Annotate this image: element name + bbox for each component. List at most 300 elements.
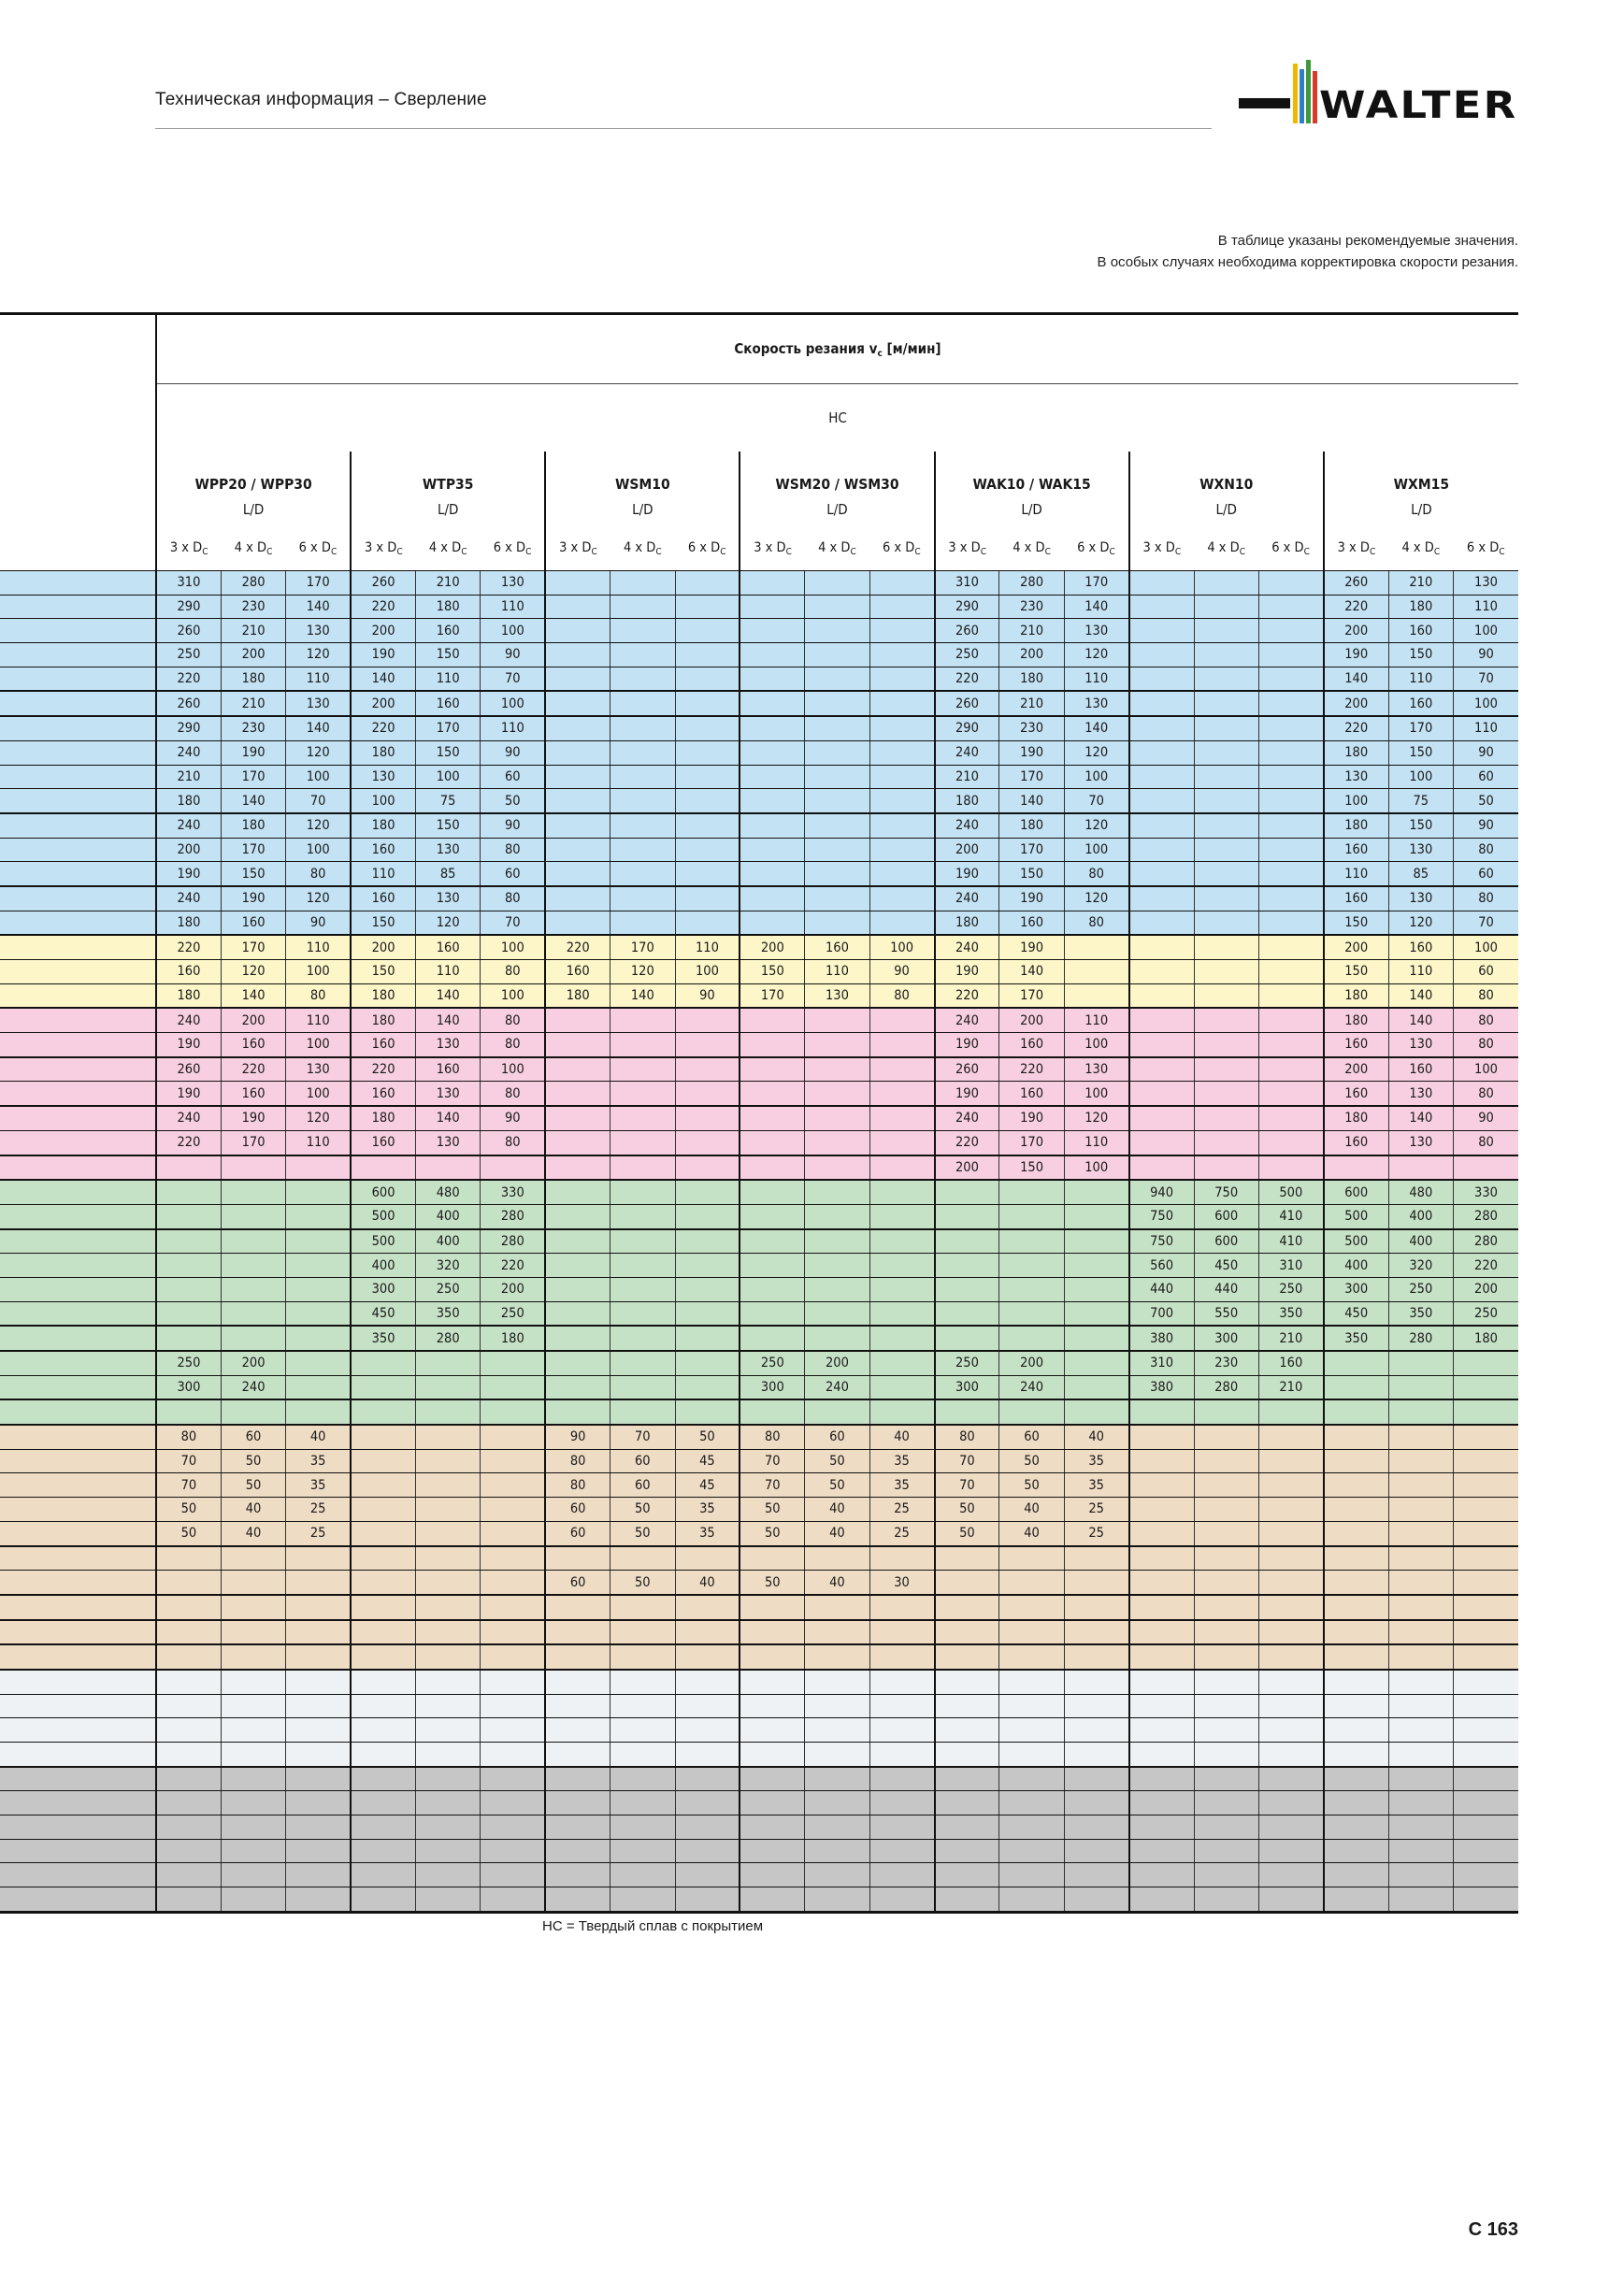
speed-cell: 220 bbox=[351, 716, 415, 740]
speed-cell bbox=[1258, 1130, 1323, 1155]
speed-cell: 190 bbox=[935, 1033, 999, 1057]
speed-cell bbox=[1454, 1620, 1519, 1645]
dc-ratio-header bbox=[481, 526, 545, 571]
speed-cell bbox=[1258, 813, 1323, 838]
speed-cell: 250 bbox=[156, 643, 221, 667]
table-row bbox=[0, 1155, 1518, 1181]
speed-cell: 35 bbox=[1064, 1449, 1128, 1473]
speed-cell: 300 bbox=[156, 1375, 221, 1399]
speed-cell: 50 bbox=[935, 1498, 999, 1522]
speed-cell: 170 bbox=[416, 716, 481, 740]
speed-cell bbox=[1258, 1670, 1323, 1694]
dc-ratio-text: 4 x D bbox=[1401, 539, 1434, 555]
speed-cell: 60 bbox=[221, 1425, 285, 1449]
speed-cell: 100 bbox=[1064, 1155, 1128, 1181]
speed-cell bbox=[286, 1375, 351, 1399]
speed-cell bbox=[869, 1301, 934, 1326]
speed-cell bbox=[416, 1375, 481, 1399]
table-row bbox=[0, 1718, 1518, 1743]
speed-cell bbox=[935, 1277, 999, 1301]
speed-cell: 240 bbox=[805, 1375, 869, 1399]
speed-cell: 210 bbox=[156, 765, 221, 789]
speed-cell: 180 bbox=[351, 1008, 415, 1032]
speed-cell bbox=[416, 1620, 481, 1645]
speed-cell bbox=[1258, 1498, 1323, 1522]
speed-cell: 160 bbox=[351, 838, 415, 862]
speed-cell: 200 bbox=[221, 643, 285, 667]
speed-cell bbox=[805, 838, 869, 862]
speed-cell bbox=[610, 1180, 675, 1204]
speed-cell bbox=[1194, 862, 1258, 886]
speed-cell bbox=[416, 1595, 481, 1620]
speed-cell bbox=[481, 1620, 545, 1645]
speed-cell bbox=[416, 1767, 481, 1791]
speed-cell: 400 bbox=[1324, 1254, 1388, 1278]
table-row bbox=[0, 1498, 1518, 1522]
speed-cell: 140 bbox=[610, 983, 675, 1008]
speed-cell bbox=[545, 765, 610, 789]
speed-cell bbox=[156, 1839, 221, 1863]
table-row bbox=[0, 1863, 1518, 1887]
speed-cell bbox=[481, 1351, 545, 1375]
material-cell bbox=[0, 1815, 156, 1840]
speed-cell bbox=[221, 1546, 285, 1571]
speed-cell: 70 bbox=[935, 1449, 999, 1473]
speed-cell bbox=[675, 886, 740, 911]
speed-cell: 180 bbox=[1324, 1106, 1388, 1130]
speed-cell bbox=[416, 1670, 481, 1694]
ld-label: L/D bbox=[351, 493, 545, 526]
speed-cell bbox=[675, 1620, 740, 1645]
speed-cell: 190 bbox=[221, 740, 285, 765]
speed-cell: 290 bbox=[935, 716, 999, 740]
speed-cell: 210 bbox=[935, 765, 999, 789]
speed-cell bbox=[1258, 595, 1323, 619]
speed-cell bbox=[286, 1694, 351, 1718]
speed-cell bbox=[481, 1521, 545, 1545]
speed-cell: 400 bbox=[416, 1229, 481, 1254]
speed-cell bbox=[610, 1155, 675, 1181]
speed-cell bbox=[156, 1546, 221, 1571]
speed-cell: 100 bbox=[1454, 691, 1519, 716]
dc-ratio-header bbox=[935, 526, 999, 571]
speed-cell bbox=[1064, 1620, 1128, 1645]
speed-cell bbox=[545, 862, 610, 886]
table-row bbox=[0, 1521, 1518, 1545]
speed-cell bbox=[156, 1767, 221, 1791]
speed-cell: 50 bbox=[935, 1521, 999, 1545]
speed-cell: 600 bbox=[351, 1180, 415, 1204]
material-cell bbox=[0, 983, 156, 1008]
speed-cell: 90 bbox=[1454, 643, 1519, 667]
dc-ratio-text: 4 x D bbox=[234, 539, 267, 555]
speed-cell bbox=[869, 789, 934, 813]
material-cell bbox=[0, 1767, 156, 1791]
speed-cell bbox=[545, 595, 610, 619]
speed-cell bbox=[1194, 643, 1258, 667]
speed-cell bbox=[1258, 1887, 1323, 1913]
speed-cell bbox=[610, 1351, 675, 1375]
speed-cell bbox=[1388, 1887, 1453, 1913]
speed-cell bbox=[221, 1815, 285, 1840]
speed-cell bbox=[545, 643, 610, 667]
table-row bbox=[0, 1375, 1518, 1399]
material-cell bbox=[0, 1425, 156, 1449]
speed-cell: 70 bbox=[740, 1473, 804, 1498]
speed-cell bbox=[740, 1180, 804, 1204]
speed-cell bbox=[740, 862, 804, 886]
speed-cell bbox=[869, 1863, 934, 1887]
speed-cell: 120 bbox=[221, 960, 285, 984]
speed-cell: 100 bbox=[675, 960, 740, 984]
speed-cell: 160 bbox=[999, 1082, 1064, 1106]
speed-cell bbox=[675, 1254, 740, 1278]
material-cell bbox=[0, 1571, 156, 1595]
speed-cell bbox=[1388, 1375, 1453, 1399]
speed-cell: 80 bbox=[740, 1425, 804, 1449]
speed-cell: 290 bbox=[156, 716, 221, 740]
dc-ratio-subscript: C bbox=[1303, 546, 1310, 557]
speed-cell bbox=[156, 1155, 221, 1181]
speed-cell: 70 bbox=[156, 1449, 221, 1473]
speed-cell: 140 bbox=[286, 716, 351, 740]
speed-cell: 750 bbox=[1129, 1204, 1194, 1228]
speed-cell bbox=[1194, 886, 1258, 911]
table-row bbox=[0, 886, 1518, 911]
speed-cell bbox=[999, 1229, 1064, 1254]
speed-cell: 120 bbox=[610, 960, 675, 984]
speed-cell: 140 bbox=[1388, 1106, 1453, 1130]
speed-cell bbox=[869, 1277, 934, 1301]
speed-cell: 130 bbox=[1388, 1082, 1453, 1106]
speed-cell: 80 bbox=[545, 1449, 610, 1473]
speed-cell: 80 bbox=[481, 1082, 545, 1106]
dc-ratio-header bbox=[740, 526, 804, 571]
speed-cell bbox=[545, 1082, 610, 1106]
speed-cell: 60 bbox=[481, 862, 545, 886]
speed-cell bbox=[1129, 813, 1194, 838]
speed-cell: 220 bbox=[1454, 1254, 1519, 1278]
speed-cell: 400 bbox=[1388, 1204, 1453, 1228]
speed-cell bbox=[1129, 983, 1194, 1008]
material-cell bbox=[0, 789, 156, 813]
speed-cell: 180 bbox=[416, 595, 481, 619]
speed-cell bbox=[545, 740, 610, 765]
speed-cell bbox=[1129, 1887, 1194, 1913]
speed-cell bbox=[610, 1082, 675, 1106]
speed-cell bbox=[935, 1743, 999, 1767]
speed-cell bbox=[481, 1839, 545, 1863]
speed-cell bbox=[740, 1815, 804, 1840]
speed-cell bbox=[1194, 1082, 1258, 1106]
speed-cell: 50 bbox=[610, 1521, 675, 1545]
dc-ratio-subscript: C bbox=[461, 546, 467, 557]
speed-cell: 280 bbox=[1454, 1204, 1519, 1228]
speed-cell: 280 bbox=[999, 571, 1064, 596]
speed-cell bbox=[740, 1008, 804, 1032]
speed-cell: 110 bbox=[416, 667, 481, 691]
speed-cell: 50 bbox=[481, 789, 545, 813]
dc-ratio-subscript: C bbox=[850, 546, 856, 557]
speed-cell bbox=[1324, 1718, 1388, 1743]
blank-cell bbox=[0, 384, 156, 452]
speed-cell: 140 bbox=[1064, 716, 1128, 740]
speed-cell bbox=[935, 1670, 999, 1694]
speed-cell bbox=[1129, 1595, 1194, 1620]
speed-cell bbox=[481, 1449, 545, 1473]
speed-cell bbox=[1258, 1399, 1323, 1425]
speed-cell: 190 bbox=[935, 1082, 999, 1106]
speed-cell bbox=[1324, 1791, 1388, 1815]
speed-cell: 60 bbox=[481, 765, 545, 789]
speed-cell: 200 bbox=[935, 1155, 999, 1181]
table-row bbox=[0, 1399, 1518, 1425]
speed-header bbox=[156, 314, 1518, 384]
speed-cell: 110 bbox=[1064, 1008, 1128, 1032]
speed-cell bbox=[1258, 983, 1323, 1008]
speed-cell: 180 bbox=[1454, 1326, 1519, 1351]
speed-cell: 140 bbox=[416, 1008, 481, 1032]
speed-cell bbox=[1129, 911, 1194, 935]
speed-cell: 80 bbox=[481, 1033, 545, 1057]
speed-cell bbox=[869, 1546, 934, 1571]
material-cell bbox=[0, 1718, 156, 1743]
speed-cell: 100 bbox=[286, 765, 351, 789]
speed-cell: 110 bbox=[286, 667, 351, 691]
speed-cell: 300 bbox=[740, 1375, 804, 1399]
speed-cell bbox=[740, 838, 804, 862]
speed-cell bbox=[1258, 1620, 1323, 1645]
speed-cell: 70 bbox=[1454, 911, 1519, 935]
speed-cell: 40 bbox=[999, 1498, 1064, 1522]
dc-ratio-text: 6 x D bbox=[882, 539, 915, 555]
speed-cell bbox=[999, 1204, 1064, 1228]
speed-cell: 200 bbox=[1324, 935, 1388, 959]
dc-ratio-text: 3 x D bbox=[169, 539, 203, 555]
speed-cell bbox=[286, 1815, 351, 1840]
speed-cell bbox=[221, 1743, 285, 1767]
speed-cell bbox=[1388, 1399, 1453, 1425]
speed-cell: 450 bbox=[351, 1301, 415, 1326]
speed-cell bbox=[351, 1498, 415, 1522]
speed-cell bbox=[545, 886, 610, 911]
speed-cell bbox=[1194, 983, 1258, 1008]
table-row bbox=[0, 595, 1518, 619]
speed-cell bbox=[1064, 1375, 1128, 1399]
speed-cell bbox=[221, 1301, 285, 1326]
speed-cell bbox=[481, 1718, 545, 1743]
speed-cell bbox=[1454, 1546, 1519, 1571]
speed-cell bbox=[545, 1155, 610, 1181]
speed-cell bbox=[545, 716, 610, 740]
speed-cell: 140 bbox=[1388, 983, 1453, 1008]
speed-cell bbox=[1129, 595, 1194, 619]
speed-cell: 130 bbox=[1064, 1057, 1128, 1082]
speed-cell bbox=[675, 1546, 740, 1571]
speed-cell bbox=[1194, 765, 1258, 789]
speed-cell bbox=[1194, 571, 1258, 596]
speed-cell bbox=[545, 789, 610, 813]
speed-cell bbox=[740, 643, 804, 667]
speed-cell bbox=[935, 1791, 999, 1815]
speed-cell: 280 bbox=[481, 1229, 545, 1254]
speed-cell bbox=[1258, 1546, 1323, 1571]
speed-cell bbox=[156, 1815, 221, 1840]
speed-header-subscript: c bbox=[877, 348, 883, 359]
speed-cell bbox=[869, 740, 934, 765]
speed-cell: 210 bbox=[999, 619, 1064, 643]
speed-cell bbox=[869, 1767, 934, 1791]
speed-cell bbox=[481, 1155, 545, 1181]
speed-cell bbox=[481, 1815, 545, 1840]
speed-cell bbox=[1388, 1155, 1453, 1181]
speed-cell bbox=[351, 1473, 415, 1498]
speed-cell: 90 bbox=[481, 1106, 545, 1130]
speed-cell bbox=[545, 619, 610, 643]
speed-cell: 210 bbox=[221, 619, 285, 643]
speed-cell bbox=[675, 1767, 740, 1791]
speed-cell bbox=[805, 1767, 869, 1791]
speed-cell bbox=[545, 1620, 610, 1645]
dc-ratio-header bbox=[610, 526, 675, 571]
speed-cell bbox=[1064, 1595, 1128, 1620]
info-note-line-2: В особых случаях необходима корректировка скорости резания. bbox=[1097, 254, 1518, 270]
speed-cell bbox=[1129, 1620, 1194, 1645]
speed-cell: 80 bbox=[481, 886, 545, 911]
speed-cell: 110 bbox=[416, 960, 481, 984]
speed-cell bbox=[805, 1204, 869, 1228]
dc-ratio-header bbox=[545, 526, 610, 571]
speed-cell: 130 bbox=[286, 619, 351, 643]
speed-cell bbox=[351, 1863, 415, 1887]
speed-cell bbox=[869, 1399, 934, 1425]
speed-cell bbox=[1064, 1670, 1128, 1694]
speed-cell: 100 bbox=[1064, 1082, 1128, 1106]
speed-cell bbox=[416, 1546, 481, 1571]
speed-cell bbox=[1129, 765, 1194, 789]
speed-cell bbox=[675, 1301, 740, 1326]
logo-stripe-yellow bbox=[1293, 64, 1298, 123]
speed-cell: 80 bbox=[481, 838, 545, 862]
speed-cell bbox=[610, 1863, 675, 1887]
speed-cell: 170 bbox=[221, 765, 285, 789]
speed-cell bbox=[805, 1815, 869, 1840]
speed-cell: 40 bbox=[221, 1498, 285, 1522]
speed-cell: 100 bbox=[1454, 935, 1519, 959]
speed-cell: 210 bbox=[1258, 1375, 1323, 1399]
speed-cell bbox=[351, 1521, 415, 1545]
speed-cell bbox=[1258, 716, 1323, 740]
dc-ratio-header bbox=[805, 526, 869, 571]
speed-cell: 70 bbox=[610, 1425, 675, 1449]
table-row bbox=[0, 667, 1518, 691]
speed-cell: 180 bbox=[351, 740, 415, 765]
speed-cell bbox=[545, 1301, 610, 1326]
speed-cell: 70 bbox=[481, 911, 545, 935]
speed-cell bbox=[1258, 1082, 1323, 1106]
speed-cell bbox=[869, 1326, 934, 1351]
table-row bbox=[0, 1204, 1518, 1228]
speed-cell: 260 bbox=[1324, 571, 1388, 596]
speed-cell: 160 bbox=[416, 1057, 481, 1082]
speed-cell: 410 bbox=[1258, 1204, 1323, 1228]
speed-cell: 190 bbox=[156, 1033, 221, 1057]
speed-cell bbox=[935, 1301, 999, 1326]
speed-cell bbox=[416, 1425, 481, 1449]
speed-cell bbox=[869, 1008, 934, 1032]
speed-cell bbox=[545, 1743, 610, 1767]
speed-cell: 210 bbox=[1388, 571, 1453, 596]
speed-cell bbox=[481, 1571, 545, 1595]
table-row bbox=[0, 935, 1518, 959]
speed-cell: 410 bbox=[1258, 1229, 1323, 1254]
speed-cell bbox=[1194, 1595, 1258, 1620]
speed-cell: 220 bbox=[545, 935, 610, 959]
speed-cell bbox=[545, 1033, 610, 1057]
grade-header: WXN10 bbox=[1129, 452, 1324, 493]
speed-cell bbox=[869, 1082, 934, 1106]
speed-cell bbox=[156, 1791, 221, 1815]
speed-cell: 140 bbox=[221, 789, 285, 813]
table-row bbox=[0, 1767, 1518, 1791]
speed-cell bbox=[1388, 1546, 1453, 1571]
speed-cell: 150 bbox=[351, 960, 415, 984]
speed-cell bbox=[675, 1106, 740, 1130]
speed-cell bbox=[1324, 1743, 1388, 1767]
speed-cell bbox=[740, 1718, 804, 1743]
speed-cell bbox=[1064, 1351, 1128, 1375]
speed-cell: 50 bbox=[610, 1498, 675, 1522]
table-row bbox=[0, 1620, 1518, 1645]
speed-cell: 60 bbox=[545, 1571, 610, 1595]
speed-cell: 110 bbox=[1064, 667, 1128, 691]
speed-cell: 200 bbox=[935, 838, 999, 862]
speed-cell bbox=[740, 1326, 804, 1351]
speed-cell bbox=[286, 1620, 351, 1645]
table-row bbox=[0, 643, 1518, 667]
speed-cell bbox=[869, 813, 934, 838]
speed-cell bbox=[286, 1767, 351, 1791]
speed-cell: 40 bbox=[1064, 1425, 1128, 1449]
speed-cell: 180 bbox=[1388, 595, 1453, 619]
speed-cell bbox=[1129, 1082, 1194, 1106]
logo-stripe-red bbox=[1313, 71, 1317, 123]
speed-cell bbox=[610, 1008, 675, 1032]
material-cell bbox=[0, 619, 156, 643]
speed-cell bbox=[416, 1791, 481, 1815]
speed-cell bbox=[351, 1791, 415, 1815]
speed-cell bbox=[545, 571, 610, 596]
speed-cell bbox=[1129, 1399, 1194, 1425]
speed-cell: 260 bbox=[156, 1057, 221, 1082]
speed-cell: 400 bbox=[1388, 1229, 1453, 1254]
speed-cell bbox=[935, 1546, 999, 1571]
dc-ratio-text: 6 x D bbox=[1271, 539, 1304, 555]
dc-ratio-subscript: C bbox=[591, 546, 597, 557]
dc-ratio-text: 4 x D bbox=[428, 539, 462, 555]
speed-cell: 220 bbox=[481, 1254, 545, 1278]
speed-cell bbox=[1324, 1399, 1388, 1425]
speed-cell: 190 bbox=[156, 862, 221, 886]
speed-cell bbox=[1064, 1571, 1128, 1595]
material-cell bbox=[0, 1620, 156, 1645]
speed-cell bbox=[610, 1277, 675, 1301]
speed-cell bbox=[805, 1057, 869, 1082]
speed-cell: 170 bbox=[1388, 716, 1453, 740]
speed-cell: 160 bbox=[351, 1082, 415, 1106]
speed-cell bbox=[221, 1791, 285, 1815]
dc-ratio-subscript: C bbox=[396, 546, 403, 557]
